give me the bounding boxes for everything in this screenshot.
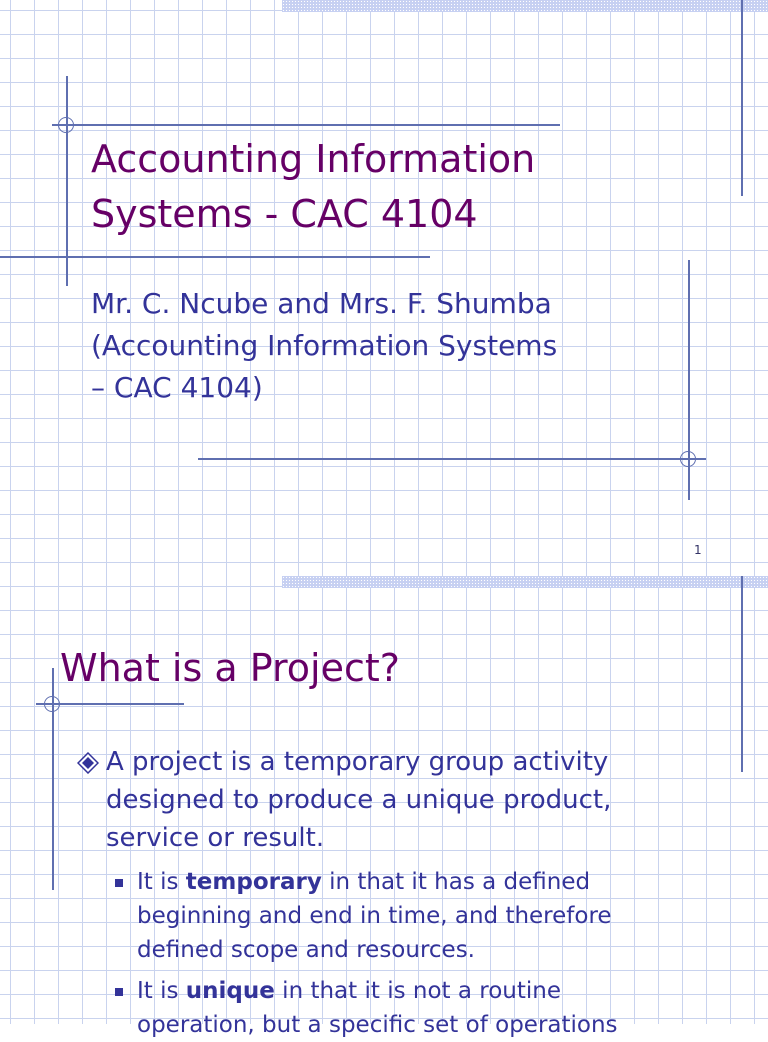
ornament-horizontal-mid <box>0 256 430 258</box>
sub-bullet-line-2: beginning and end in time, and therefore <box>137 903 612 929</box>
ornament-horizontal-bottom <box>198 458 706 460</box>
bullet-project-definition <box>77 743 697 857</box>
diamond-bullet-icon <box>77 752 99 774</box>
ornament-vertical-right-top <box>741 0 743 196</box>
ornament-circle-top-left <box>58 117 74 133</box>
sub-bullet-line-2: operation, but a specific set of operations <box>137 1012 618 1038</box>
sub-bullet-prefix: It is <box>137 978 186 1004</box>
sub-bullet-line-3: defined scope and resources. <box>137 937 475 963</box>
keyword-temporary: temporary <box>185 869 322 895</box>
keyword-unique: unique <box>185 978 275 1004</box>
ornament-circle-bottom-right <box>680 451 696 467</box>
page-number: 1 <box>694 543 702 557</box>
bullet-line-3: service or result. <box>106 823 325 853</box>
sub-bullet-unique <box>114 974 674 1042</box>
slide-2-title: What is a Project? <box>60 646 400 690</box>
sub-bullet-prefix: It is <box>137 869 186 895</box>
slide-top-band <box>282 0 768 12</box>
subtitle-line-1: Mr. C. Ncube and Mrs. F. Shumba <box>91 287 552 320</box>
square-bullet-icon <box>115 988 123 996</box>
title-line-1: Accounting Information <box>91 137 536 181</box>
title-line-2: Systems - CAC 4104 <box>91 192 478 236</box>
ornament-vertical-left <box>66 76 68 286</box>
ornament-circle-top-left <box>44 696 60 712</box>
slide-1-subtitle <box>91 283 651 409</box>
ornament-horizontal-top <box>52 124 560 126</box>
slide-1-title <box>91 132 651 242</box>
bullet-line-2: designed to produce a unique product, <box>106 785 612 815</box>
bullet-line-1: A project is a temporary group activity <box>106 747 609 777</box>
square-bullet-icon <box>115 879 123 887</box>
slide-top-band <box>282 576 768 588</box>
subtitle-line-3: – CAC 4104) <box>91 371 263 404</box>
sub-bullet-rest: in that it is not a routine <box>274 978 562 1004</box>
ornament-vertical-right-top <box>741 576 743 772</box>
subtitle-line-2: (Accounting Information Systems <box>91 329 558 362</box>
sub-bullet-temporary <box>114 865 674 967</box>
sub-bullet-rest: in that it has a defined <box>321 869 591 895</box>
